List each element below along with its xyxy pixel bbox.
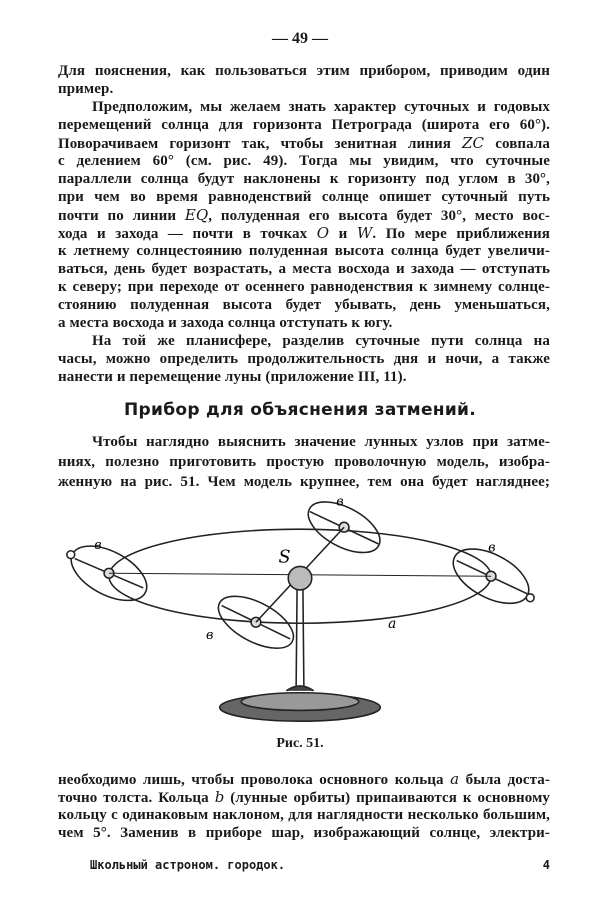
text-line (58, 788, 550, 806)
text-line (58, 206, 550, 224)
label-moon-orbit: в (336, 494, 344, 510)
text-line (58, 332, 550, 350)
text-line (58, 824, 550, 842)
text-segment: чем 5°. Заменив в приборе шар, изображающий солнце, электри- (58, 825, 550, 841)
label-moon-orbit: в (205, 627, 214, 643)
label-ring: a (388, 616, 397, 633)
text-segment: Поворачиваем горизонт так, чтобы зенитная линия (58, 136, 463, 152)
text-line (58, 170, 550, 188)
text-segment: , полуденная его высота будет 30°, место вос- (208, 208, 550, 224)
label-moon-orbit: в (488, 540, 496, 556)
text-line (58, 314, 550, 332)
text-line (58, 770, 550, 788)
text-segment: Для пояснения, как пользоваться этим прибором, приводим один (58, 63, 550, 79)
italic-symbol: ZC (462, 134, 485, 152)
text-segment: пример. (58, 81, 114, 97)
text-segment: хода и захода — почти в точках (58, 226, 317, 242)
italic-symbol: EQ (184, 206, 209, 224)
text-line (58, 116, 550, 134)
text-segment: к летнему солнцестоянию полуденная высота солнца будет увеличи- (58, 243, 550, 259)
text-segment: ниях, полезно приготовить простую проволочную модель, изобра- (58, 454, 550, 470)
text-line (58, 432, 550, 452)
italic-symbol: O (316, 224, 330, 242)
text-segment: точно толста. Кольца (58, 790, 215, 806)
text-block-2 (58, 432, 550, 492)
italic-symbol: a (450, 770, 460, 788)
text-segment: почти по линии (58, 208, 185, 224)
text-line (58, 224, 550, 242)
text-segment: нанести и перемещение луны (приложение III, 11). (58, 369, 407, 385)
moon-orbit-top (300, 492, 388, 563)
text-segment: при чем во время равноденствий солнце опишет суточный путь (58, 189, 550, 205)
italic-symbol: b (214, 788, 225, 806)
footer-title: Школьный астроном. городок. (90, 858, 286, 872)
text-segment: часы, можно определить продолжительность дня и ночи, а также (58, 351, 550, 367)
text-segment: а места восхода и захода солнца отступать к югу. (58, 315, 393, 331)
text-segment: (лунные орбиты) припаиваются к основному (224, 790, 550, 806)
figure-eclipse-model (40, 490, 560, 730)
sun-ball (288, 566, 312, 590)
text-segment: женную на рис. 51. Чем модель крупнее, тем она будет нагляднее; (58, 474, 550, 490)
text-line (58, 80, 550, 98)
signature-mark: 4 (542, 858, 550, 872)
text-segment: была доста- (459, 772, 550, 788)
text-segment: параллели солнца будут наклонены к горизонту под углом в 30°, (58, 171, 550, 187)
text-segment: перемещений солнца для горизонта Петрограда (широта его 60°). (58, 117, 550, 133)
text-line (58, 242, 550, 260)
text-segment: совпала (484, 136, 550, 152)
text-line (58, 296, 550, 314)
text-segment: На той же планисфере, разделив суточные пути солнца на (92, 333, 550, 349)
text-segment: с делением 60° (см. рис. 49). Тогда мы увидим, что суточные (58, 153, 550, 169)
text-line (58, 368, 550, 386)
text-segment: Чтобы наглядно выяснить значение лунных узлов при затме- (92, 434, 550, 450)
text-line (58, 98, 550, 116)
text-line (58, 452, 550, 472)
text-line (58, 152, 550, 170)
section-heading: Прибор для объяснения затмений. (124, 400, 476, 420)
text-line (58, 260, 550, 278)
text-block-1 (58, 62, 550, 386)
figure-caption: Рис. 51. (276, 736, 324, 751)
text-segment: . По мере приближения (372, 226, 550, 242)
italic-symbol: W (356, 224, 373, 242)
page-footer (90, 858, 550, 872)
text-segment: и (329, 226, 357, 242)
text-segment: кольцу с одинаковым наклоном, для наглядности несколько большим, (58, 807, 550, 823)
text-segment: стоянию полуденная высота будет убывать, день уменьшаться, (58, 297, 550, 313)
text-line (58, 278, 550, 296)
text-line (58, 350, 550, 368)
text-line (58, 806, 550, 824)
text-segment: Предположим, мы желаем знать характер суточных и годовых (92, 99, 550, 115)
label-sun: S (278, 547, 291, 568)
label-moon-orbit: в (94, 537, 102, 553)
text-segment: необходимо лишь, чтобы проволока основного кольца (58, 772, 451, 788)
text-line (58, 134, 550, 152)
text-block-3 (58, 770, 550, 842)
text-segment: к северу; при переходе от осеннего равноденствия к зимнему солнце- (58, 279, 550, 295)
text-segment: ваться, день будет возрастать, а места восхода и захода — отступать (58, 261, 550, 277)
page-number: — 49 — (272, 30, 328, 47)
text-line (58, 62, 550, 80)
text-line (58, 188, 550, 206)
text-line (58, 472, 550, 492)
